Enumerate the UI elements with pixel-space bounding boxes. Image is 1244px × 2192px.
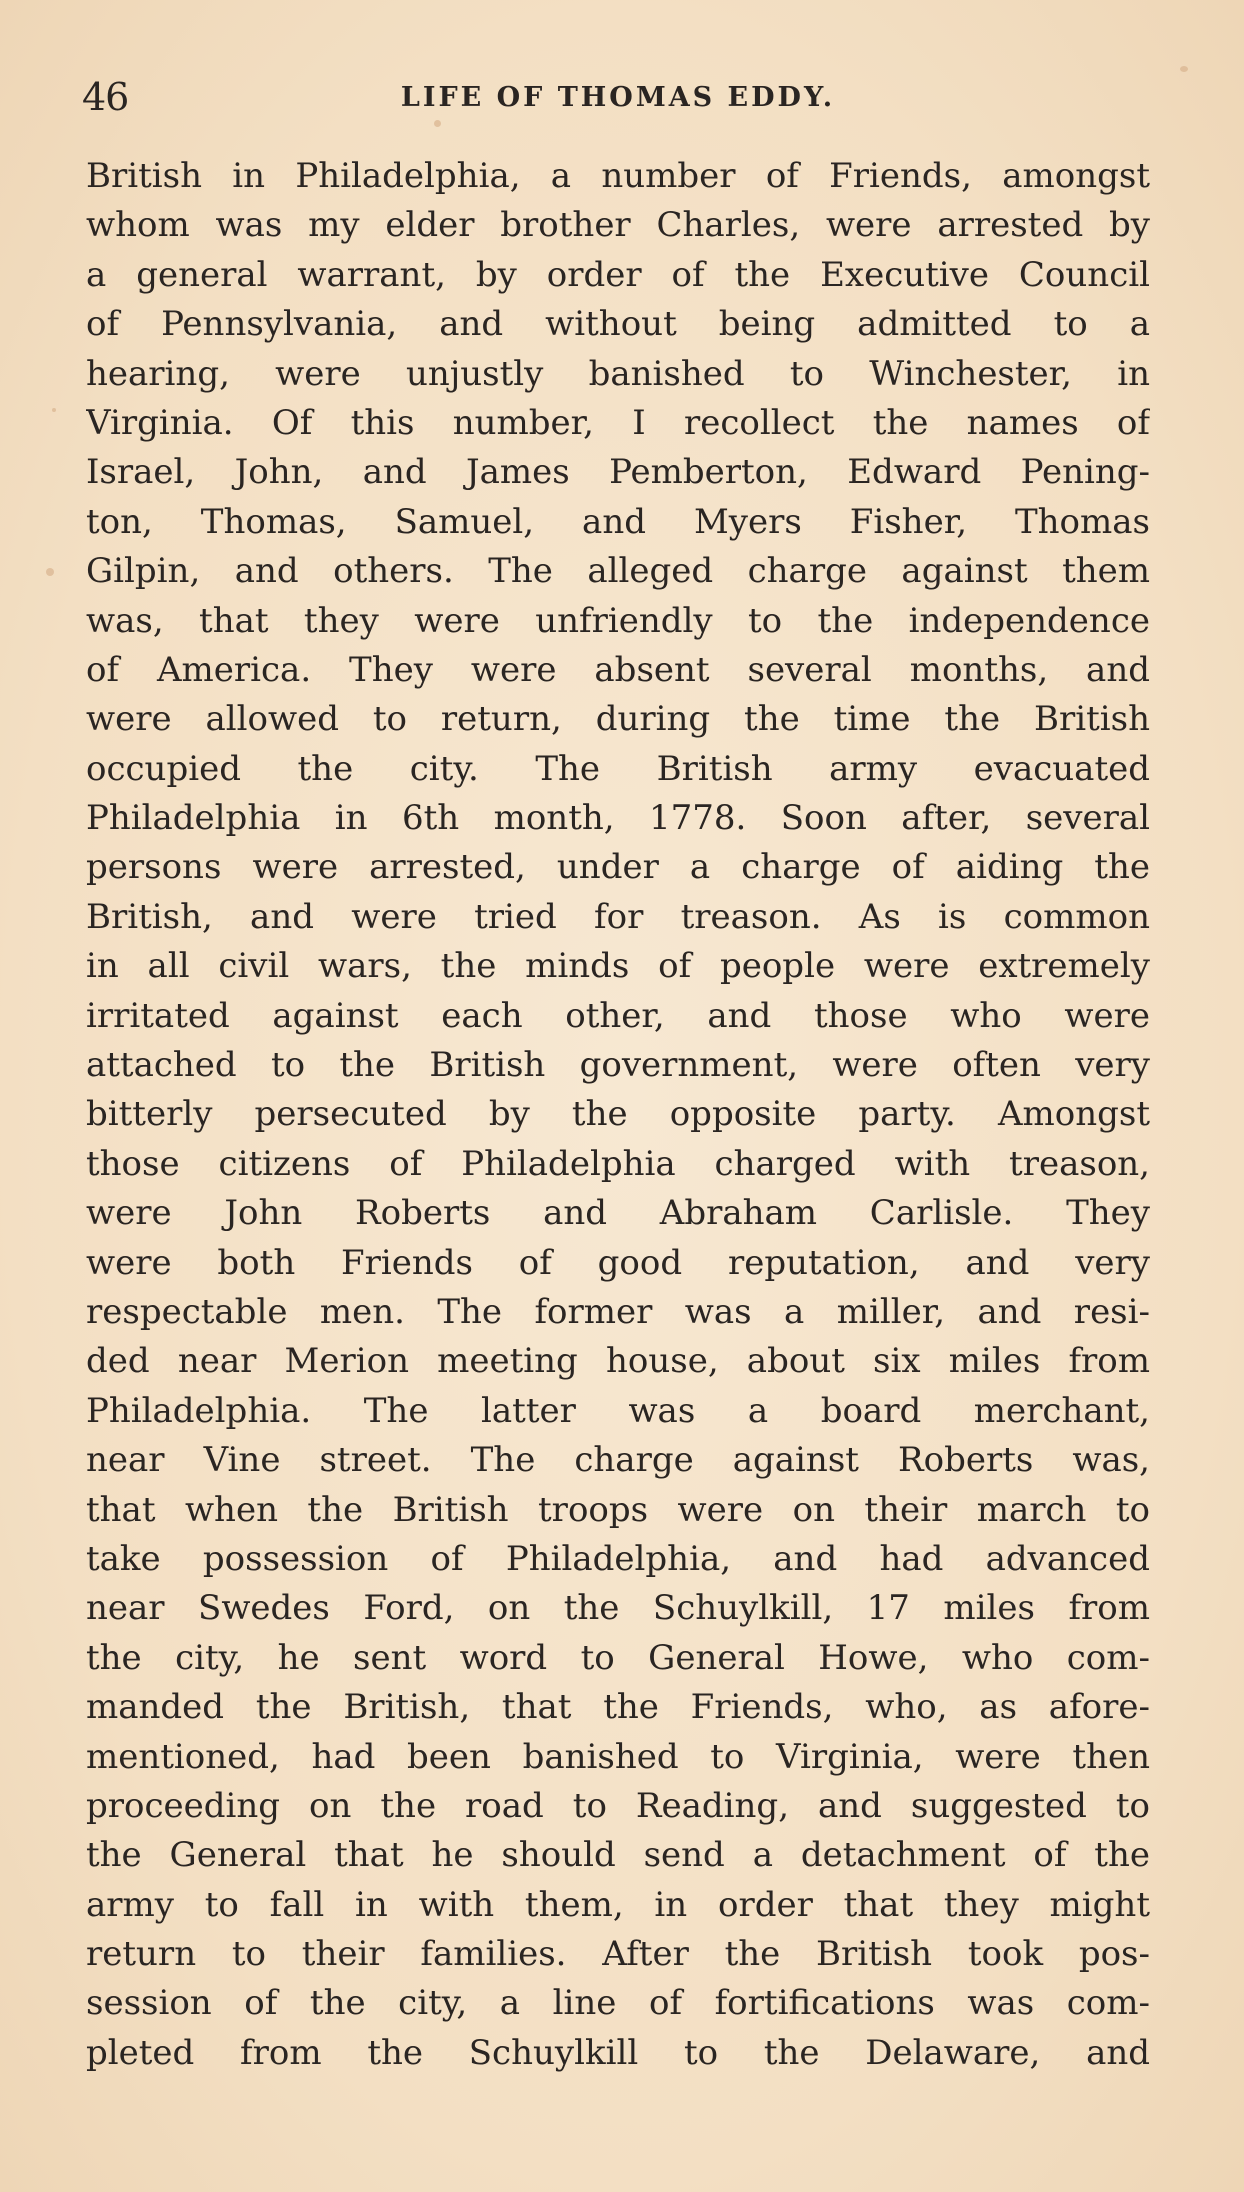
text-line: session of the city, a line of fortifications was com-	[86, 1983, 1150, 2024]
text-line: manded the British, that the Friends, who, as afore-	[86, 1687, 1150, 1728]
text-line: ton, Thomas, Samuel, and Myers Fisher, Thomas	[86, 501, 1150, 542]
text-line: were John Roberts and Abraham Carlisle. They	[86, 1193, 1150, 1234]
page-header	[82, 72, 1154, 122]
text-line: persons were arrested, under a charge of aiding the	[86, 847, 1150, 888]
text-line: a general warrant, by order of the Executive Council	[86, 254, 1150, 295]
text-line: return to their families. After the British took pos-	[86, 1934, 1150, 1975]
text-line: British, and were tried for treason. As is common	[86, 896, 1150, 937]
text-line: were allowed to return, during the time the British	[86, 699, 1150, 740]
text-line: whom was my elder brother Charles, were arrested by	[86, 205, 1150, 246]
text-line: the General that he should send a detachment of the	[86, 1835, 1150, 1876]
text-line: those citizens of Philadelphia charged with treason,	[86, 1143, 1150, 1184]
text-line: Philadelphia. The latter was a board merchant,	[86, 1390, 1150, 1431]
running-title: LIFE OF THOMAS EDDY.	[400, 82, 836, 113]
text-line: were both Friends of good reputation, and very	[86, 1242, 1150, 1283]
text-line: Israel, John, and James Pemberton, Edward Pening-	[86, 452, 1150, 493]
text-line: in all civil wars, the minds of people were extremely	[86, 946, 1150, 987]
text-line: of America. They were absent several months, and	[86, 649, 1150, 690]
body-text	[86, 152, 1150, 2078]
page-number: 46	[82, 75, 129, 119]
text-line: the city, he sent word to General Howe, who com-	[86, 1637, 1150, 1678]
text-line: army to fall in with them, in order that they might	[86, 1884, 1150, 1925]
text-line: take possession of Philadelphia, and had advanced	[86, 1538, 1150, 1579]
paper-speck	[1180, 66, 1188, 72]
paper-speck	[52, 408, 56, 412]
text-line: pleted from the Schuylkill to the Delaware, and	[86, 2032, 1150, 2073]
text-line: occupied the city. The British army evacuated	[86, 748, 1150, 789]
text-line: hearing, were unjustly banished to Winchester, in	[86, 353, 1150, 394]
paper-speck	[434, 120, 441, 127]
text-line: Virginia. Of this number, I recollect the names of	[86, 402, 1150, 443]
text-line: of Pennsylvania, and without being admitted to a	[86, 304, 1150, 345]
text-line: irritated against each other, and those who were	[86, 995, 1150, 1036]
text-line: near Vine street. The charge against Roberts was,	[86, 1440, 1150, 1481]
text-line: that when the British troops were on their march to	[86, 1489, 1150, 1530]
text-line: British in Philadelphia, a number of Friends, amongst	[86, 156, 1150, 196]
text-line: proceeding on the road to Reading, and suggested to	[86, 1785, 1150, 1826]
text-line: Philadelphia in 6th month, 1778. Soon after, several	[86, 798, 1150, 839]
text-line: ded near Merion meeting house, about six miles from	[86, 1341, 1150, 1382]
text-line: was, that they were unfriendly to the independence	[86, 600, 1150, 641]
text-line: bitterly persecuted by the opposite party. Amongst	[86, 1094, 1150, 1135]
text-line: Gilpin, and others. The alleged charge against them	[86, 551, 1150, 592]
text-line: mentioned, had been banished to Virginia, were then	[86, 1736, 1150, 1777]
text-line: attached to the British government, were often very	[86, 1045, 1150, 1086]
paper-speck	[46, 568, 54, 576]
text-line: near Swedes Ford, on the Schuylkill, 17 miles from	[86, 1588, 1150, 1629]
text-line: respectable men. The former was a miller, and resi-	[86, 1291, 1150, 1332]
